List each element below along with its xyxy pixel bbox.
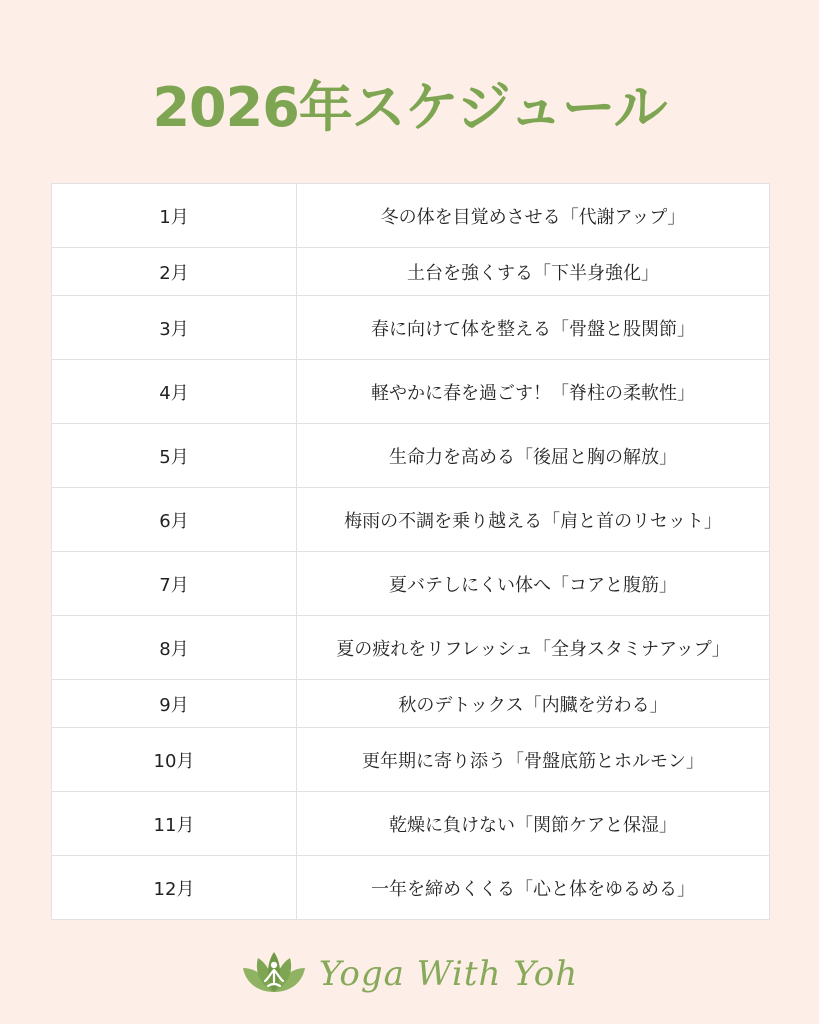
table-row bbox=[52, 792, 770, 856]
month-cell: 5月 bbox=[52, 424, 297, 488]
theme-cell: 更年期に寄り添う「骨盤底筋とホルモン」 bbox=[297, 728, 770, 792]
table-row bbox=[52, 728, 770, 792]
theme-cell: 生命力を高める「後屈と胸の解放」 bbox=[297, 424, 770, 488]
theme-cell: 乾燥に負けない「関節ケアと保湿」 bbox=[297, 792, 770, 856]
month-cell: 12月 bbox=[52, 856, 297, 920]
month-cell: 3月 bbox=[52, 296, 297, 360]
footer bbox=[0, 944, 819, 1004]
theme-cell: 梅雨の不調を乗り越える「肩と首のリセット」 bbox=[297, 488, 770, 552]
theme-cell: 冬の体を目覚めさせる「代謝アップ」 bbox=[297, 184, 770, 248]
theme-cell: 夏の疲れをリフレッシュ「全身スタミナアップ」 bbox=[297, 616, 770, 680]
month-cell: 8月 bbox=[52, 616, 297, 680]
table-row bbox=[52, 488, 770, 552]
table-row bbox=[52, 552, 770, 616]
theme-cell: 土台を強くする「下半身強化」 bbox=[297, 248, 770, 296]
table-row bbox=[52, 856, 770, 920]
lotus-icon bbox=[241, 946, 307, 1002]
month-cell: 4月 bbox=[52, 360, 297, 424]
month-cell: 2月 bbox=[52, 248, 297, 296]
theme-cell: 秋のデトックス「内臓を労わる」 bbox=[297, 680, 770, 728]
month-cell: 10月 bbox=[52, 728, 297, 792]
month-cell: 9月 bbox=[52, 680, 297, 728]
theme-cell: 夏バテしにくい体へ「コアと腹筋」 bbox=[297, 552, 770, 616]
page-title: 2026年スケジュール bbox=[152, 76, 667, 139]
schedule-table bbox=[51, 183, 770, 920]
table-row bbox=[52, 424, 770, 488]
month-cell: 7月 bbox=[52, 552, 297, 616]
table-row bbox=[52, 680, 770, 728]
table-row bbox=[52, 616, 770, 680]
table-row bbox=[52, 248, 770, 296]
month-cell: 11月 bbox=[52, 792, 297, 856]
month-cell: 1月 bbox=[52, 184, 297, 248]
table-row bbox=[52, 296, 770, 360]
table-row bbox=[52, 360, 770, 424]
brand-name: Yoga With Yoh bbox=[318, 954, 579, 994]
month-cell: 6月 bbox=[52, 488, 297, 552]
theme-cell: 軽やかに春を過ごす！「脊柱の柔軟性」 bbox=[297, 360, 770, 424]
table-row bbox=[52, 184, 770, 248]
theme-cell: 一年を締めくくる「心と体をゆるめる」 bbox=[297, 856, 770, 920]
theme-cell: 春に向けて体を整える「骨盤と股関節」 bbox=[297, 296, 770, 360]
